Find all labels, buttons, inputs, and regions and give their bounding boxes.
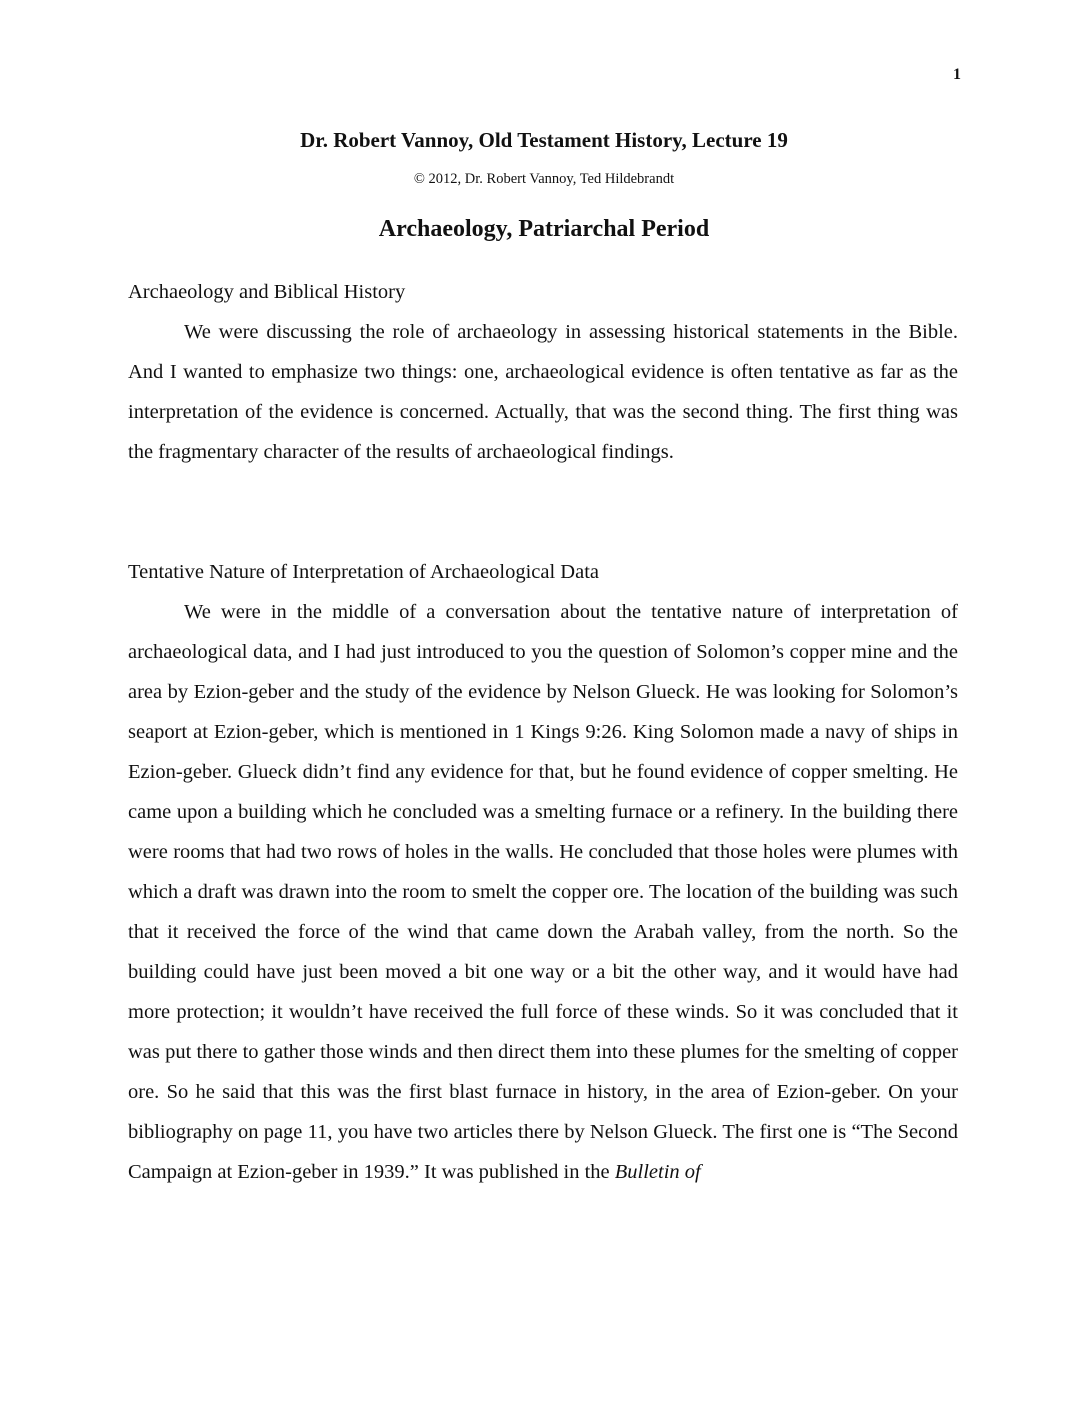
section-heading: Archaeology and Biblical History — [128, 281, 406, 303]
section-archaeology-biblical-history — [128, 272, 958, 472]
section-heading: Tentative Nature of Interpretation of Archaeological Data — [128, 561, 599, 583]
lecture-title: Dr. Robert Vannoy, Old Testament History, Lecture 19 — [300, 128, 788, 152]
paragraph-text: We were in the middle of a conversation about the tentative nature of interpretation of archaeological data, and I had just introduced to you the question of Solomon’s copper mine and the area by Ezion-geber and the study of the evidence by Nelson Glueck. He was looking for Solomon’s seaport at Ezion-geber, which is mentioned in 1 Kings 9:26. King Solomon made a navy of ships in Ezion-geber. Glueck didn’t find any evidence for that, but he found evidence of copper smelting. He came upon a building which he concluded was a smelting furnace or a refinery. In the building there were rooms that had two rows of holes in the walls. He concluded that those holes were plumes with which a draft was drawn into the room to smelt the copper ore. The location of the building was such that it received the force of the wind that came down the Arabah valley, from the north. So the building could have just been moved a bit one way or a bit the other way, and it would have had more protection; it wouldn’t have received the full force of these winds. So it was concluded that it was put there to gather those winds and then direct them into these plumes for the smelting of copper ore. So he said that this was the first blast furnace in history, in the area of Ezion-geber. On your bibliography on page 11, you have two articles there by Nelson Glueck. The first one is “The Second Campaign at Ezion-geber in 1939.” It was published in the — [128, 601, 958, 1183]
main-title: Archaeology, Patriarchal Period — [378, 216, 710, 242]
section-tentative-interpretation — [128, 552, 958, 1192]
copyright-line: © 2012, Dr. Robert Vannoy, Ted Hildebrandt — [413, 171, 675, 187]
page-number: 1 — [953, 66, 961, 83]
paragraph — [128, 592, 958, 1192]
journal-title-italic: Bulletin of — [614, 1161, 701, 1183]
paragraph: We were discussing the role of archaeology in assessing historical statements in the Bible. And I wanted to emphasize two things: one, archaeological evidence is often tentative as far as the interpretation of the evidence is concerned. Actually, that was the second thing. The first thing was the fragmentary character of the results of archaeological findings. — [128, 321, 958, 463]
